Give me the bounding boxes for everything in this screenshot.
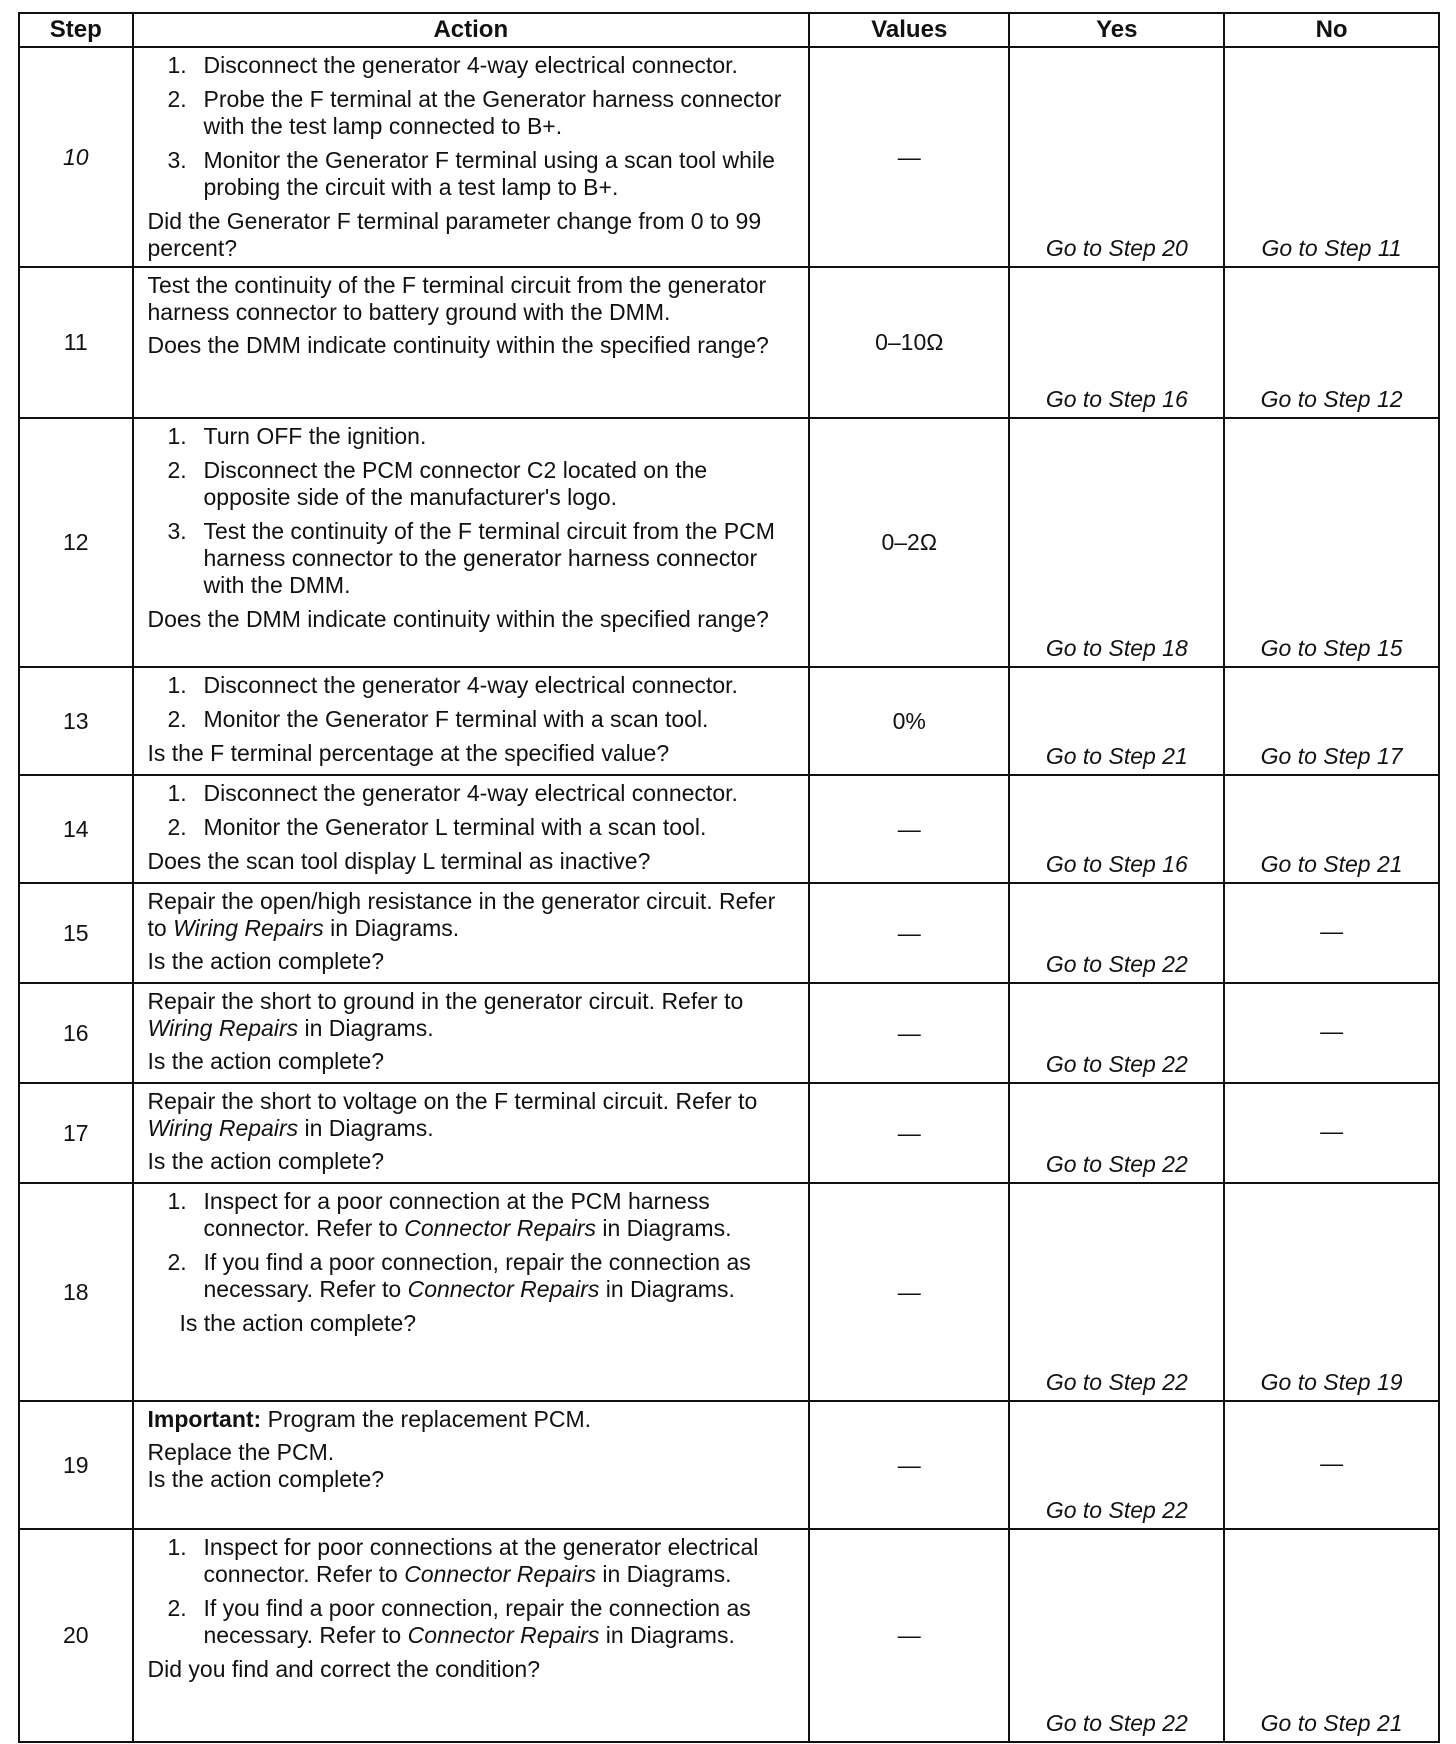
- action-list: [148, 52, 799, 201]
- yes-link[interactable]: Go to Step 16: [1009, 267, 1224, 418]
- action-list: [148, 423, 799, 599]
- list-item: 2. Disconnect the PCM connector C2 located on the opposite side of the manufacturer's logo.: [167, 457, 708, 510]
- important-note: Important: Program the replacement PCM.: [147, 1406, 592, 1432]
- question-text: Does the DMM indicate continuity within the specified range?: [147, 606, 769, 632]
- list-item: 1. Inspect for poor connections at the generator electrical connector. Refer to Connector Repairs in Diagrams.: [167, 1534, 759, 1587]
- action-cell: [133, 983, 810, 1083]
- action-cell: [133, 775, 810, 883]
- action-list: [148, 672, 799, 733]
- list-item: 1. Disconnect the generator 4-way electrical connector.: [167, 52, 738, 78]
- no-value: —: [1224, 883, 1439, 983]
- table-row-step-12: [19, 418, 1439, 667]
- question-text: Did you find and correct the condition?: [147, 1656, 541, 1682]
- yes-link[interactable]: Go to Step 22: [1009, 1529, 1224, 1742]
- value-cell: 0%: [809, 667, 1009, 775]
- action-text: Repair the short to ground in the generator circuit. Refer to Wiring Repairs in Diagrams.: [147, 988, 744, 1041]
- table-row-step-13: [19, 667, 1439, 775]
- action-list: [148, 1534, 799, 1649]
- question-text: Is the action complete?: [147, 1148, 385, 1174]
- no-value: —: [1224, 1083, 1439, 1183]
- step-number: 17: [19, 1083, 133, 1183]
- action-text: Repair the short to voltage on the F terminal circuit. Refer to Wiring Repairs in Diagrams.: [147, 1088, 758, 1141]
- action-cell: [133, 1401, 810, 1529]
- table-row-step-10: [19, 47, 1439, 267]
- reference-link: Connector Repairs: [404, 1215, 596, 1241]
- question-text: Is the action complete?: [179, 1310, 417, 1336]
- reference-link: Connector Repairs: [404, 1561, 596, 1587]
- reference-link: Wiring Repairs: [173, 915, 324, 941]
- step-number: 20: [19, 1529, 133, 1742]
- step-number: 11: [19, 267, 133, 418]
- yes-link[interactable]: Go to Step 16: [1009, 775, 1224, 883]
- yes-link[interactable]: Go to Step 22: [1009, 1183, 1224, 1401]
- list-item: 1. Inspect for a poor connection at the PCM harness connector. Refer to Connector Repairs in Diagrams.: [167, 1188, 732, 1241]
- header-action: Action: [133, 13, 810, 47]
- yes-link[interactable]: Go to Step 22: [1009, 1401, 1224, 1529]
- list-item: 1. Disconnect the generator 4-way electrical connector.: [167, 672, 738, 698]
- table-row-step-14: [19, 775, 1439, 883]
- reference-link: Wiring Repairs: [147, 1015, 299, 1041]
- list-item: 2. If you find a poor connection, repair the connection as necessary. Refer to Connector Repairs in Diagrams.: [167, 1595, 751, 1648]
- action-text: Repair the open/high resistance in the generator circuit. Refer to Wiring Repairs in Diagrams.: [147, 888, 776, 941]
- value-cell: —: [809, 983, 1009, 1083]
- step-number: 19: [19, 1401, 133, 1529]
- yes-link[interactable]: Go to Step 21: [1009, 667, 1224, 775]
- reference-link: Wiring Repairs: [147, 1115, 299, 1141]
- list-item: 1. Turn OFF the ignition.: [167, 423, 427, 449]
- value-cell: —: [809, 883, 1009, 983]
- header-yes: Yes: [1009, 13, 1224, 47]
- table-row-step-16: [19, 983, 1439, 1083]
- value-cell: —: [809, 1183, 1009, 1401]
- header-step: Step: [19, 13, 133, 47]
- list-item: 1. Disconnect the generator 4-way electrical connector.: [167, 780, 738, 806]
- action-cell: [133, 267, 810, 418]
- step-number: 18: [19, 1183, 133, 1401]
- value-cell: —: [809, 1083, 1009, 1183]
- no-link[interactable]: Go to Step 11: [1224, 47, 1439, 267]
- action-cell: [133, 1529, 810, 1742]
- no-link[interactable]: Go to Step 17: [1224, 667, 1439, 775]
- action-list: [148, 780, 799, 841]
- table-row-step-15: [19, 883, 1439, 983]
- value-cell: —: [809, 47, 1009, 267]
- table-row-step-19: [19, 1401, 1439, 1529]
- value-cell: 0–2Ω: [809, 418, 1009, 667]
- list-item: 3. Test the continuity of the F terminal circuit from the PCM harness connector to the generator harness connector with the DMM.: [167, 518, 775, 598]
- action-cell: [133, 883, 810, 983]
- action-list: [148, 1188, 799, 1303]
- step-number: 12: [19, 418, 133, 667]
- list-item: 2. Probe the F terminal at the Generator harness connector with the test lamp connected to B+.: [167, 86, 782, 139]
- diagnostic-table: [18, 12, 1440, 1743]
- action-cell: [133, 667, 810, 775]
- table-row-step-18: [19, 1183, 1439, 1401]
- action-cell: [133, 1083, 810, 1183]
- value-cell: 0–10Ω: [809, 267, 1009, 418]
- table-row-step-11: [19, 267, 1439, 418]
- step-number: 13: [19, 667, 133, 775]
- reference-link: Connector Repairs: [407, 1276, 600, 1302]
- list-item: 2. If you find a poor connection, repair the connection as necessary. Refer to Connector Repairs in Diagrams.: [167, 1249, 751, 1302]
- question-text: Is the action complete?: [147, 1466, 385, 1492]
- action-text: Test the continuity of the F terminal circuit from the generator harness connector to battery ground with the DMM.: [147, 272, 767, 325]
- no-link[interactable]: Go to Step 15: [1224, 418, 1439, 667]
- question-text: Did the Generator F terminal parameter change from 0 to 99 percent?: [147, 208, 762, 261]
- step-number: 16: [19, 983, 133, 1083]
- important-label: Important:: [147, 1406, 262, 1432]
- header-no: No: [1224, 13, 1439, 47]
- diagnostic-table-document: [18, 12, 1440, 1743]
- list-item: 2. Monitor the Generator L terminal with a scan tool.: [167, 814, 707, 840]
- table-row-step-17: [19, 1083, 1439, 1183]
- yes-link[interactable]: Go to Step 22: [1009, 983, 1224, 1083]
- action-cell: [133, 1183, 810, 1401]
- value-cell: —: [809, 1529, 1009, 1742]
- question-text: Is the action complete?: [147, 948, 385, 974]
- no-link[interactable]: Go to Step 21: [1224, 1529, 1439, 1742]
- value-cell: —: [809, 1401, 1009, 1529]
- header-values: Values: [809, 13, 1009, 47]
- reference-link: Connector Repairs: [407, 1622, 600, 1648]
- yes-link[interactable]: Go to Step 18: [1009, 418, 1224, 667]
- no-link[interactable]: Go to Step 21: [1224, 775, 1439, 883]
- table-row-step-20: [19, 1529, 1439, 1742]
- step-number: 15: [19, 883, 133, 983]
- yes-link[interactable]: Go to Step 20: [1009, 47, 1224, 267]
- step-number: 14: [19, 775, 133, 883]
- question-text: Is the action complete?: [147, 1048, 385, 1074]
- question-text: Does the DMM indicate continuity within the specified range?: [147, 332, 769, 358]
- header-row: [19, 13, 1439, 47]
- no-value: —: [1224, 1401, 1439, 1529]
- step-number: 10: [19, 47, 133, 267]
- yes-link[interactable]: Go to Step 22: [1009, 1083, 1224, 1183]
- no-link[interactable]: Go to Step 19: [1224, 1183, 1439, 1401]
- question-text: Does the scan tool display L terminal as inactive?: [147, 848, 651, 874]
- action-text: Replace the PCM.: [147, 1439, 335, 1465]
- no-value: —: [1224, 983, 1439, 1083]
- value-cell: —: [809, 775, 1009, 883]
- yes-link[interactable]: Go to Step 22: [1009, 883, 1224, 983]
- action-cell: [133, 47, 810, 267]
- question-text: Is the F terminal percentage at the specified value?: [147, 740, 670, 766]
- action-cell: [133, 418, 810, 667]
- list-item: 2. Monitor the Generator F terminal with a scan tool.: [167, 706, 709, 732]
- list-item: 3. Monitor the Generator F terminal using a scan tool while probing the circuit with a test lamp to B+.: [167, 147, 775, 200]
- no-link[interactable]: Go to Step 12: [1224, 267, 1439, 418]
